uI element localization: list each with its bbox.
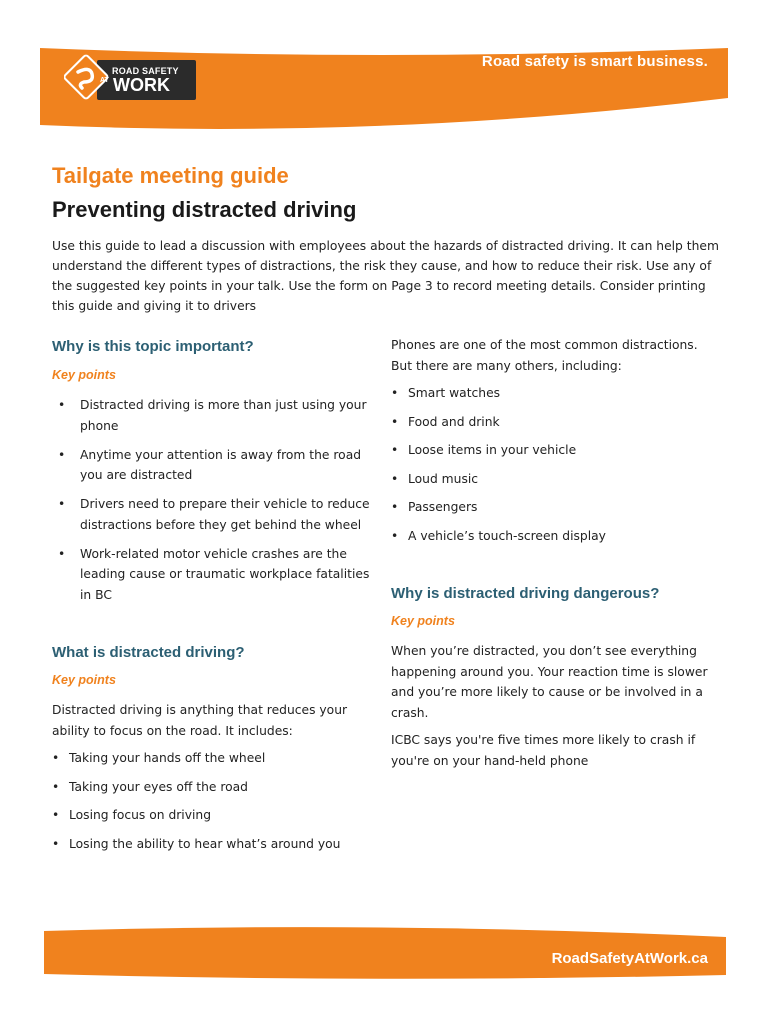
list-item: • Anytime your attention is away from the road you are distracted — [52, 445, 370, 486]
important-list — [52, 395, 370, 614]
list-item: • Loud music — [391, 469, 711, 490]
header-tagline: Road safety is smart business. — [481, 53, 708, 70]
key-points-label: Key points — [52, 368, 116, 382]
list-item: • Taking your eyes off the road — [52, 777, 372, 798]
key-points-label: Key points — [391, 614, 455, 628]
dangerous-paragraph-2: ICBC says you're five times more likely to crash if you're on your hand-held phone — [391, 733, 696, 768]
distractions-list — [391, 383, 711, 554]
list-item: • Food and drink — [391, 412, 711, 433]
list-item: • Losing the ability to hear what’s around you — [52, 834, 372, 855]
list-item: • Losing focus on driving — [52, 805, 372, 826]
dangerous-paragraph-1: When you’re distracted, you don’t see everything happening around you. Your reaction time is slower and you’re more likely to cause or be involved in a crash. — [391, 644, 708, 720]
phones-paragraph: Phones are one of the most common distractions. But there are many others, including: — [391, 338, 698, 373]
logo-text-at: AT — [100, 77, 109, 84]
key-points-label: Key points — [52, 673, 116, 687]
list-item: • Loose items in your vehicle — [391, 440, 711, 461]
what-is-paragraph: Distracted driving is anything that reduces your ability to focus on the road. It includes: — [52, 703, 348, 738]
list-item: • Passengers — [391, 497, 711, 518]
what-is-list — [52, 748, 372, 862]
logo-text-work: WORK — [113, 75, 170, 95]
list-item: • Drivers need to prepare their vehicle to reduce distractions before they get behind the wheel — [52, 494, 370, 535]
list-item: • A vehicle’s touch-screen display — [391, 526, 711, 547]
list-item: • Taking your hands off the wheel — [52, 748, 372, 769]
page-title: Tailgate meeting guide — [52, 163, 289, 188]
logo-text-road-safety: ROAD SAFETY — [112, 66, 179, 76]
page-subtitle: Preventing distracted driving — [52, 197, 357, 222]
heading-why-dangerous: Why is distracted driving dangerous? — [391, 585, 660, 602]
heading-what-is: What is distracted driving? — [52, 644, 245, 661]
footer-website-link[interactable]: RoadSafetyAtWork.ca — [551, 950, 708, 967]
heading-why-important: Why is this topic important? — [52, 338, 254, 355]
intro-paragraph: Use this guide to lead a discussion with employees about the hazards of distracted driving. It can help them understand the different types of distractions, the risk they cause, and how to reduce their risk. Use any of the suggested key points in your talk. Use the form on Page 3 to record meeting details. Consider printing this guide and giving it to drivers — [52, 239, 719, 313]
list-item: • Smart watches — [391, 383, 711, 404]
list-item: • Distracted driving is more than just using your phone — [52, 395, 370, 436]
list-item: • Work-related motor vehicle crashes are the leading cause or traumatic workplace fatalities in BC — [52, 544, 370, 606]
